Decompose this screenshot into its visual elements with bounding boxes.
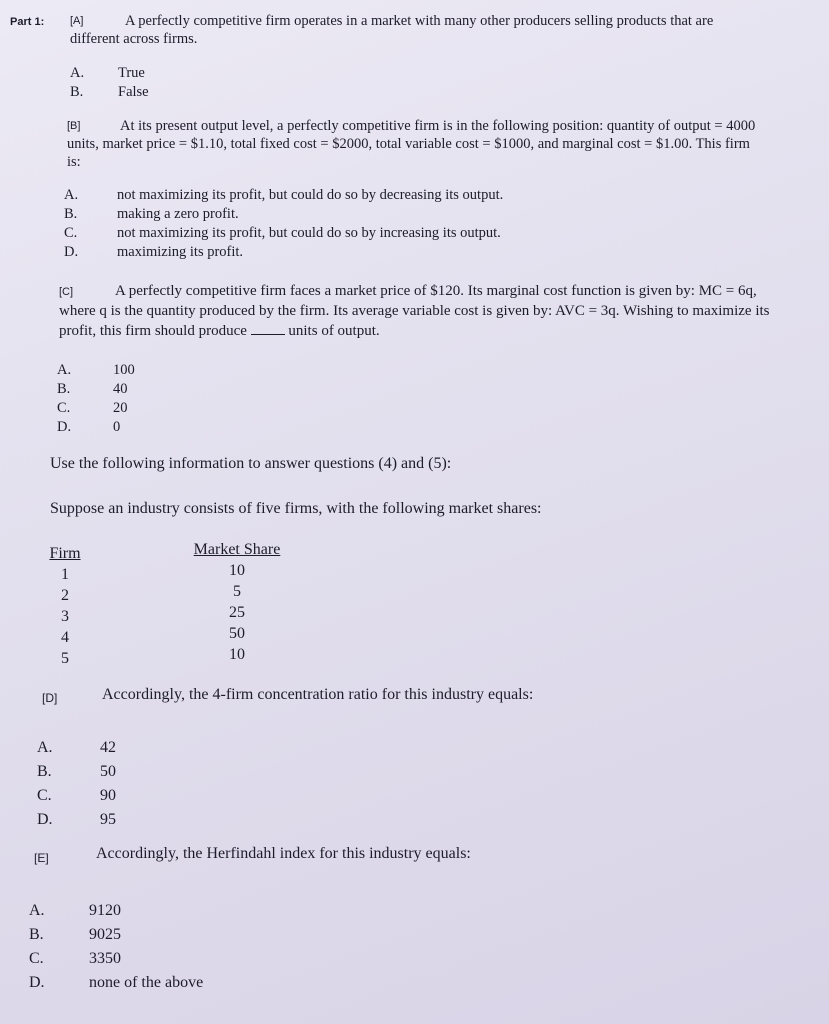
part-label: Part 1: [10, 16, 45, 28]
firm-cell: 1 [61, 566, 69, 583]
question-4-text: Accordingly, the 4-firm concentration ratio for this industry equals: [102, 686, 534, 703]
info-line-1: Use the following information to answer questions (4) and (5): [50, 455, 452, 472]
option-c[interactable]: C. 20 [57, 400, 128, 416]
question-1-tag: [A] [70, 15, 84, 27]
firm-cell: 3 [61, 608, 69, 625]
firm-cell: 2 [61, 587, 69, 604]
option-a[interactable]: A. True [70, 65, 145, 81]
answer-blank [251, 322, 285, 335]
option-b[interactable]: B. 50 [37, 763, 116, 780]
option-a[interactable]: A. 42 [37, 739, 116, 756]
question-2-tag: [B] [67, 120, 81, 132]
question-4-options [37, 736, 116, 832]
question-1-options [70, 64, 149, 102]
option-d[interactable]: D. maximizing its profit. [64, 244, 244, 260]
market-share-column [184, 539, 290, 665]
option-a[interactable]: A. not maximizing its profit, but could do so by decreasing its output. [64, 187, 504, 203]
option-b[interactable]: B. 9025 [29, 926, 121, 943]
option-a[interactable]: A. 100 [57, 362, 135, 378]
option-c[interactable]: C. 3350 [29, 950, 121, 967]
question-3-text: A perfectly competitive firm faces a market price of $120. Its marginal cost function is given by: MC = 6q, where q is the quantity produced by the firm. Its average variable cost is given by: AVC = 3q. Wishing to maximize its profit, this firm should produce units of output. [59, 283, 770, 339]
share-cell: 10 [229, 646, 245, 663]
question-3-options [57, 361, 135, 437]
share-cell: 5 [233, 583, 241, 600]
question-2-options [64, 186, 503, 262]
question-5-options [29, 899, 203, 995]
option-b[interactable]: B. False [70, 84, 149, 100]
share-cell: 10 [229, 562, 245, 579]
option-d[interactable]: D. 95 [37, 811, 116, 828]
firm-header: Firm [49, 545, 81, 562]
option-b[interactable]: B. 40 [57, 381, 128, 397]
option-c[interactable]: C. not maximizing its profit, but could do so by increasing its output. [64, 225, 501, 241]
firm-cell: 5 [61, 650, 69, 667]
share-cell: 25 [229, 604, 245, 621]
option-a[interactable]: A. 9120 [29, 902, 121, 919]
question-5-tag: [E] [34, 851, 49, 865]
question-1-text: A perfectly competitive firm operates in a market with many other producers selling products that are different across firms. [70, 13, 714, 47]
option-d[interactable]: D. none of the above [29, 974, 204, 991]
question-3-tag: [C] [59, 286, 74, 298]
question-4-tag: [D] [42, 691, 58, 705]
firm-column [44, 543, 86, 669]
option-c[interactable]: C. 90 [37, 787, 116, 804]
option-b[interactable]: B. making a zero profit. [64, 206, 239, 222]
market-share-header: Market Share [193, 541, 281, 558]
firm-cell: 4 [61, 629, 69, 646]
share-cell: 50 [229, 625, 245, 642]
question-2-text: At its present output level, a perfectly competitive firm is in the following position: quantity of output = 4000 units, market price = $1.10, total fixed cost = $2000, total variable cost = $1000, and marginal cost = $1.00. This firm is: [67, 118, 756, 170]
info-line-2: Suppose an industry consists of five firms, with the following market shares: [50, 500, 542, 517]
option-d[interactable]: D. 0 [57, 419, 121, 435]
question-5-text: Accordingly, the Herfindahl index for this industry equals: [96, 845, 471, 862]
